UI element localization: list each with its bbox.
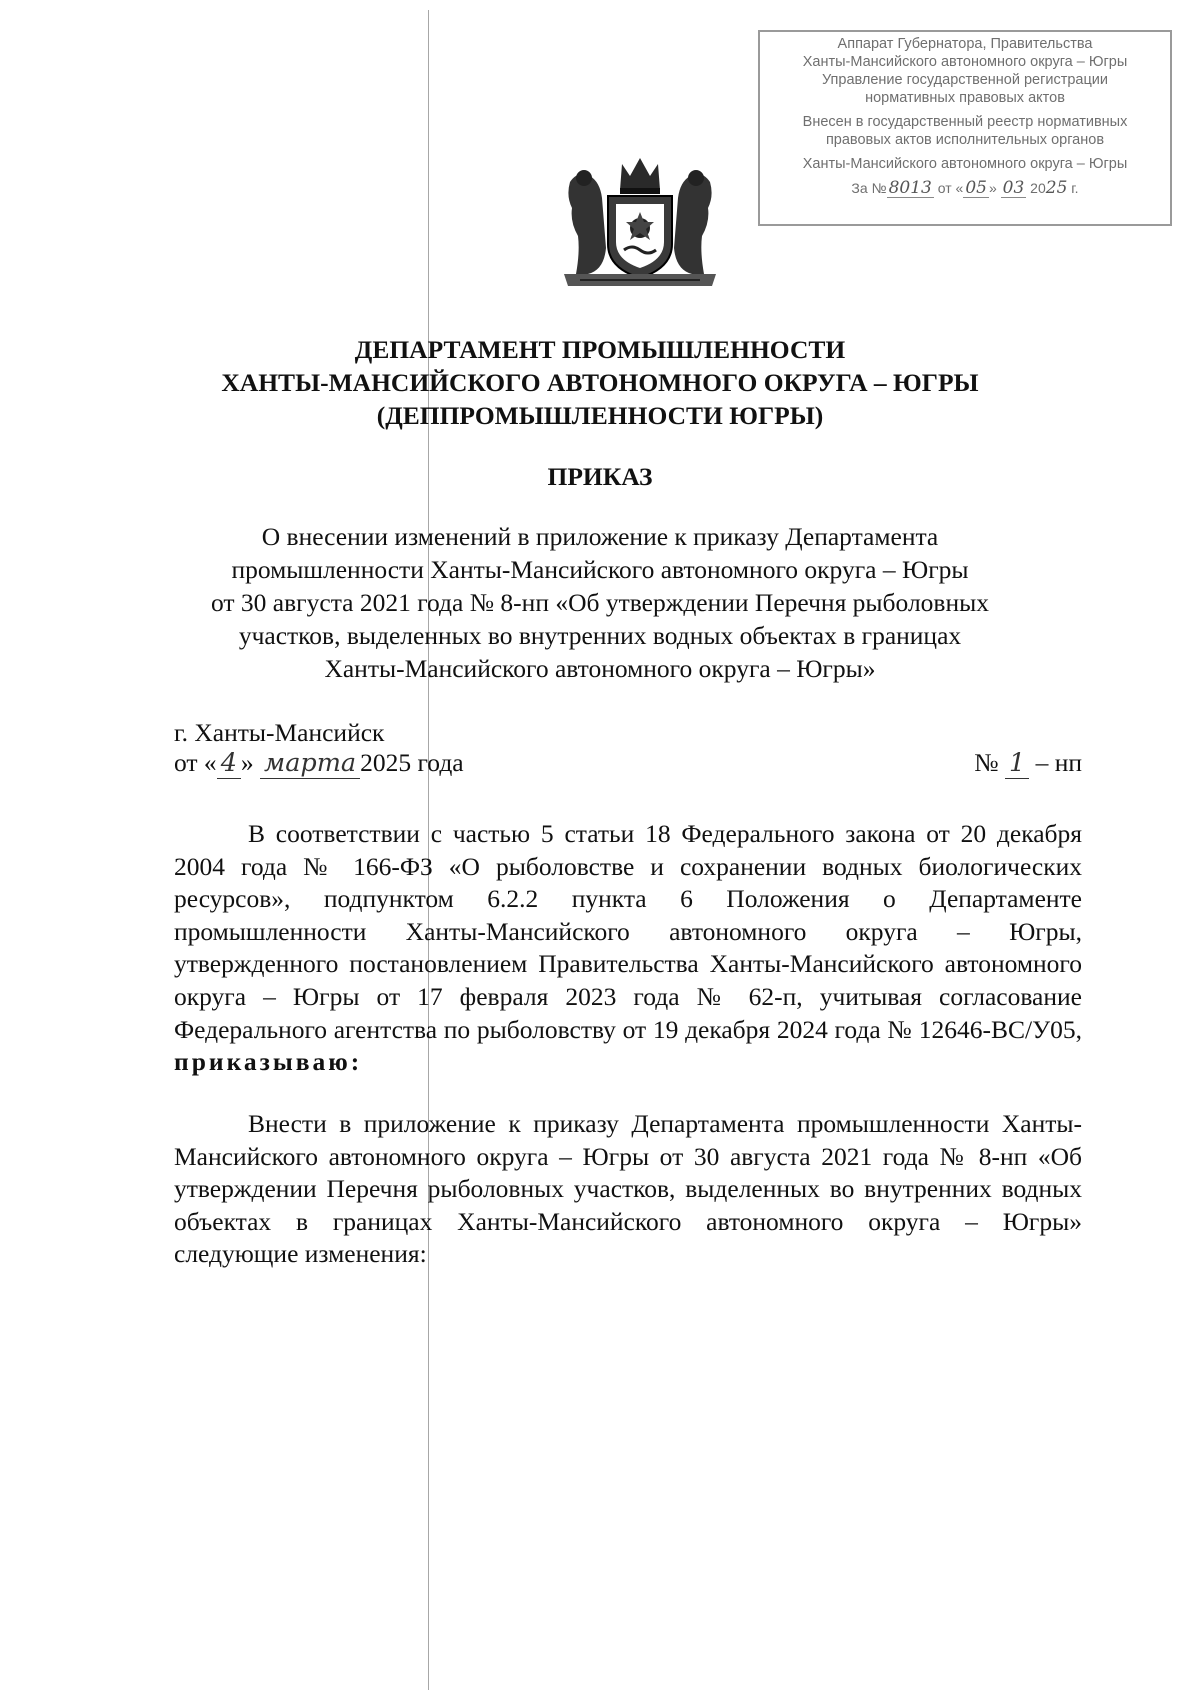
stamp-reg-day: 05: [965, 178, 987, 198]
stamp-reg-year-suffix: 25: [1045, 178, 1068, 198]
stamp-line: Ханты-Мансийского автономного округа – Югры: [802, 156, 1128, 172]
stamp-line: нормативных правовых актов: [865, 90, 1065, 106]
number-prefix: №: [974, 748, 999, 777]
stamp-line: Аппарат Губернатора, Правительства: [837, 36, 1093, 52]
number-handwritten: 1: [1005, 748, 1029, 779]
registration-stamp: [758, 30, 1172, 226]
department-name-line: ДЕПАРТАМЕНТ ПРОМЫШЛЕННОСТИ: [354, 335, 846, 364]
subject-line: Ханты-Мансийского автономного округа – Югры»: [324, 654, 876, 683]
date-day-handwritten: 4: [217, 748, 241, 779]
stamp-reg-number: 8013: [888, 178, 932, 198]
department-header: [0, 333, 1200, 432]
stamp-line: Ханты-Мансийского автономного округа – Югры: [802, 54, 1128, 70]
department-short-name: (ДЕППРОМЫШЛЕННОСТИ ЮГРЫ): [376, 401, 824, 430]
coat-of-arms-icon: [560, 152, 720, 290]
stamp-reg-month: 03: [1002, 178, 1025, 198]
subject-line: участков, выделенных во внутренних водных объектах в границах: [238, 621, 962, 650]
subject-line: О внесении изменений в приложение к приказу Департамента: [261, 522, 939, 551]
date-from: от «: [174, 748, 217, 777]
stamp-reg-year-prefix: 20: [1030, 180, 1046, 196]
body-paragraph-basis: [174, 818, 1082, 1079]
order-subject: [0, 520, 1200, 685]
date-year: 2025 года: [360, 748, 464, 777]
stamp-line: Управление государственной регистрации: [821, 72, 1109, 88]
stamp-reg-quote: »: [988, 180, 997, 196]
body-paragraph-changes: Внести в приложение к приказу Департамента промышленности Ханты-Мансийского автономного округа – Югры от 30 августа 2021 года № 8-нп «Об утверждении Перечня рыболовных участков, выделенных во внутренних водных объектах в границах Ханты-Мансийского автономного округа – Югры» следующие изменения:: [174, 1109, 1082, 1269]
number-suffix: – нп: [1035, 748, 1082, 777]
stamp-line: Внесен в государственный реестр нормативных: [802, 114, 1128, 130]
subject-line: от 30 августа 2021 года № 8-нп «Об утверждении Перечня рыболовных: [211, 588, 989, 617]
stamp-reg-from: от «: [937, 180, 964, 196]
order-number: [974, 748, 1082, 778]
basis-text: В соответствии с частью 5 статьи 18 Федерального закона от 20 декабря 2004 года № 166-ФЗ «О рыболовстве и сохранении водных биологических ресурсов», подпунктом 6.2.2 пункта 6 Положения о Департаменте промышленности Ханты-Мансийского автономного округа – Югры, утвержденного постановлением Правительства Ханты-Мансийского автономного округа – Югры от 17 февраля 2023 года № 62-п, учитывая согласование Федерального агентства по рыболовству от 19 декабря 2024 года № 12646-ВС/У05,: [174, 819, 1082, 1044]
date-quote: »: [240, 748, 254, 777]
stamp-registration-row: [760, 179, 1170, 198]
date-month-handwritten: марта: [260, 748, 360, 779]
document-title: ПРИКАЗ: [547, 462, 653, 491]
order-command: приказываю:: [174, 1047, 363, 1077]
issue-city: г. Ханты-Мансийск: [174, 718, 385, 747]
stamp-reg-year-end: г.: [1071, 180, 1079, 196]
issue-date: [174, 748, 464, 778]
stamp-reg-prefix: За №: [851, 180, 887, 196]
stamp-line: правовых актов исполнительных органов: [825, 132, 1105, 148]
subject-line: промышленности Ханты-Мансийского автономного округа – Югры: [231, 555, 969, 584]
department-name-line: ХАНТЫ-МАНСИЙСКОГО АВТОНОМНОГО ОКРУГА – ЮГРЫ: [221, 368, 979, 397]
